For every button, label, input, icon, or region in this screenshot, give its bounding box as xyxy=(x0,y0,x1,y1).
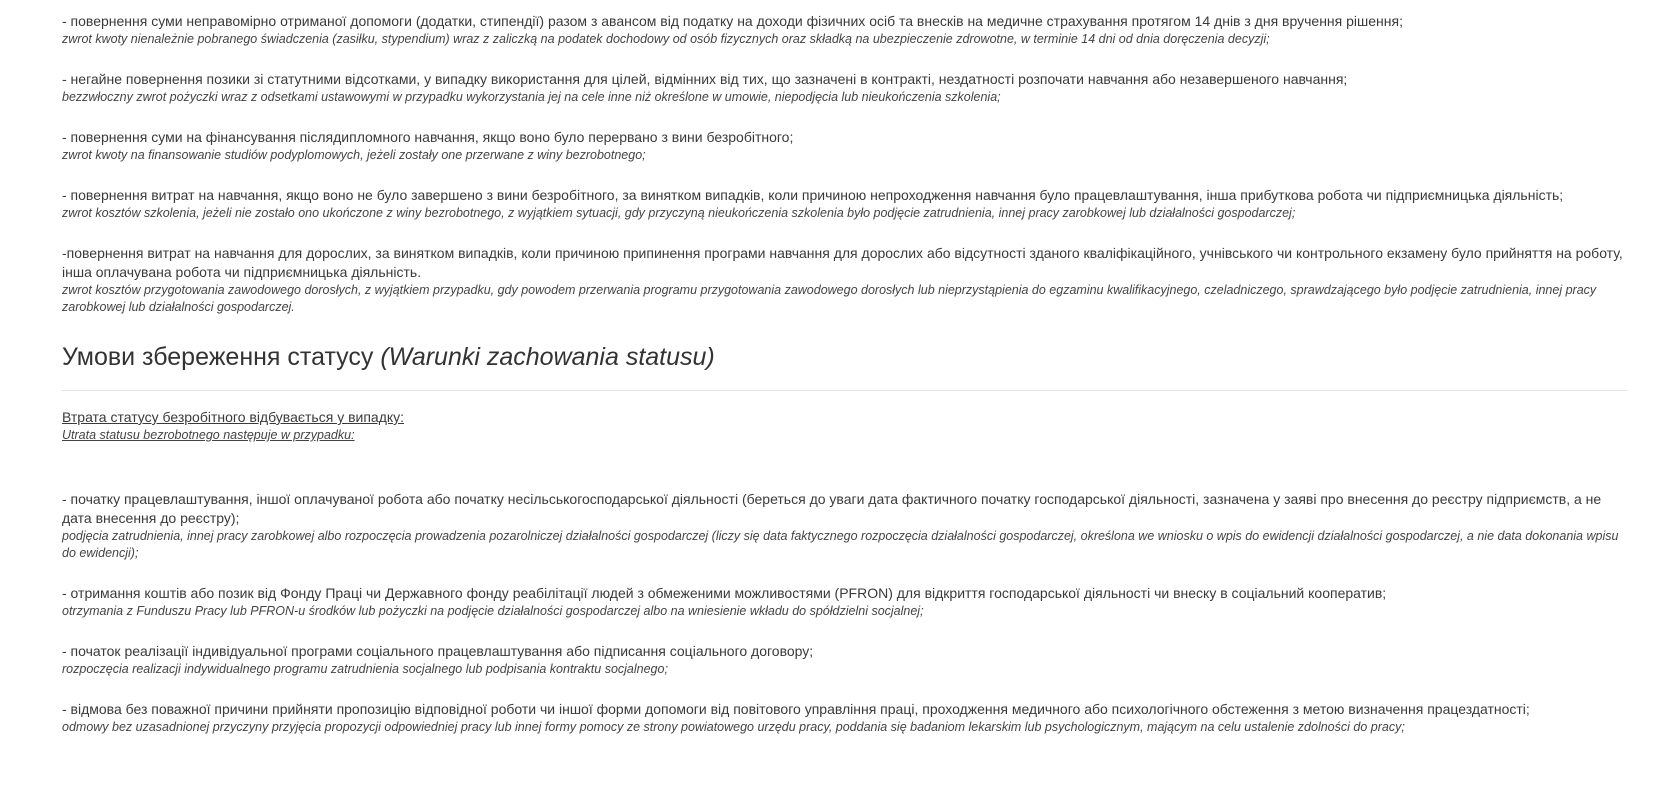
item-text-ukrainian: - повернення суми неправомірно отриманої допомоги (додатки, стипендії) разом з авансом від податку на доходи фізичних осіб та внесків на медичне страхування протягом 14 днів з дня вручення рішення; xyxy=(62,13,1403,29)
section-title-polish: (Warunki zachowania statusu) xyxy=(380,343,715,371)
repayment-item xyxy=(62,70,1627,106)
document-content xyxy=(62,12,1627,758)
item-text-polish: zwrot kosztów szkolenia, jeżeli nie zostało ono ukończone z winy bezrobotnego, z wyjątkiem sytuacji, gdy przyczyną nieukończenia szkolenia było podjęcie zatrudnienia, innej pracy zarobkowej lub działalności gospodarczej; xyxy=(62,206,1296,220)
status-loss-item xyxy=(62,700,1627,736)
item-text-ukrainian: - відмова без поважної причини прийняти пропозицію відповідної роботи чи іншої форми допомоги від повітового управління праці, проходження медичного або психологічного обстеження з метою визначення працездатності; xyxy=(62,701,1530,717)
repayment-item xyxy=(62,186,1627,222)
item-text-polish: bezzwłoczny zwrot pożyczki wraz z odsetkami ustawowymi w przypadku wykorzystania jej na cele inne niż określone w umowie, niepodjęcia lub nieukończenia szkolenia; xyxy=(62,90,1001,104)
status-loss-item xyxy=(62,642,1627,678)
repayment-item xyxy=(62,128,1627,164)
repayment-item xyxy=(62,244,1627,316)
section-intro xyxy=(62,408,1627,444)
item-text-ukrainian: - повернення витрат на навчання, якщо воно не було завершено з вини безробітного, за винятком випадків, коли причиною непроходження навчання було працевлаштування, інша прибуткова робота чи підприємницька діяльність; xyxy=(62,187,1564,203)
item-text-polish: otrzymania z Funduszu Pracy lub PFRON-u środków lub pożyczki na podjęcie działalności gospodarczej albo na wniesienie wkładu do spółdzielni socjalnej; xyxy=(62,604,924,618)
item-text-polish: zwrot kwoty nienależnie pobranego świadczenia (zasiłku, stypendium) wraz z zaliczką na podatek dochodowy od osób fizycznych oraz składką na ubezpieczenie zdrowotne, w terminie 14 dni od dnia doręczenia decyzji; xyxy=(62,32,1270,46)
intro-text-polish: Utrata statusu bezrobotnego następuje w przypadku: xyxy=(62,428,355,442)
repayment-item xyxy=(62,12,1627,48)
status-loss-item xyxy=(62,490,1627,562)
item-text-ukrainian: - отримання коштів або позик від Фонду Праці чи Державного фонду реабілітації людей з обмеженими можливостями (PFRON) для відкриття господарської діяльності чи внеску в соціальний кооператив; xyxy=(62,585,1387,601)
section-title-ukrainian: Умови збереження статусу xyxy=(62,343,374,371)
item-text-polish: zwrot kwoty na finansowanie studiów podyplomowych, jeżeli zostały one przerwane z winy bezrobotnego; xyxy=(62,148,646,162)
item-text-ukrainian: - початку працевлаштування, іншої оплачуваної робота або початку несільськогосподарської діяльності (береться до уваги дата фактичного початку господарської діяльності, зазначена у заяві про внесення до реєстру підприємств, а не дата внесення до реєстру); xyxy=(62,491,1602,526)
item-text-polish: odmowy bez uzasadnionej przyczyny przyjęcia propozycji odpowiedniej pracy lub innej formy pomocy ze strony powiatowego urzędu pracy, poddania się badaniom lekarskim lub psychologicznym, mającym na celu ustalenie zdolności do pracy; xyxy=(62,720,1405,734)
item-text-polish: zwrot kosztów przygotowania zawodowego dorosłych, z wyjątkiem przypadku, gdy powodem przerwania programu przygotowania zawodowego dorosłych lub nieprzystąpienia do egzaminu kwalifikacyjnego, czeladniczego, sprawdzającego było podjęcie zatrudnienia, innej pracy zarobkowej lub działalności gospodarczej. xyxy=(62,283,1597,314)
item-text-polish: podjęcia zatrudnienia, innej pracy zarobkowej albo rozpoczęcia prowadzenia pozarolniczej działalności gospodarczej (liczy się data faktycznego rozpoczęcia działalności gospodarczej, określona we wniosku o wpis do ewidencji działalności gospodarczej, a nie data dokonania wpisu do ewidencji); xyxy=(62,529,1619,560)
item-text-ukrainian: -повернення витрат на навчання для дорослих, за винятком випадків, коли причиною припинення програми навчання для дорослих або відсутності зданого кваліфікаційного, учнівського чи контрольного екзамену було прийняття на роботу, інша оплачувана робота чи підприємницька діяльність. xyxy=(62,245,1623,280)
status-loss-item xyxy=(62,584,1627,620)
item-text-polish: rozpoczęcia realizacji indywidualnego programu zatrudnienia socjalnego lub podpisania kontraktu socjalnego; xyxy=(62,662,668,676)
intro-text-ukrainian: Втрата статусу безробітного відбувається у випадку: xyxy=(62,409,405,425)
item-text-ukrainian: - негайне повернення позики зі статутними відсотками, у випадку використання для цілей, відмінних від тих, що зазначені в контракті, нездатності розпочати навчання або незавершеного навчання; xyxy=(62,71,1348,87)
section-divider xyxy=(62,390,1627,391)
section-title xyxy=(62,341,1627,373)
item-text-ukrainian: - повернення суми на фінансування післядипломного навчання, якщо воно було перервано з вини безробітного; xyxy=(62,129,794,145)
item-text-ukrainian: - початок реалізації індивідуальної програми соціального працевлаштування або підписання соціального договору; xyxy=(62,643,814,659)
